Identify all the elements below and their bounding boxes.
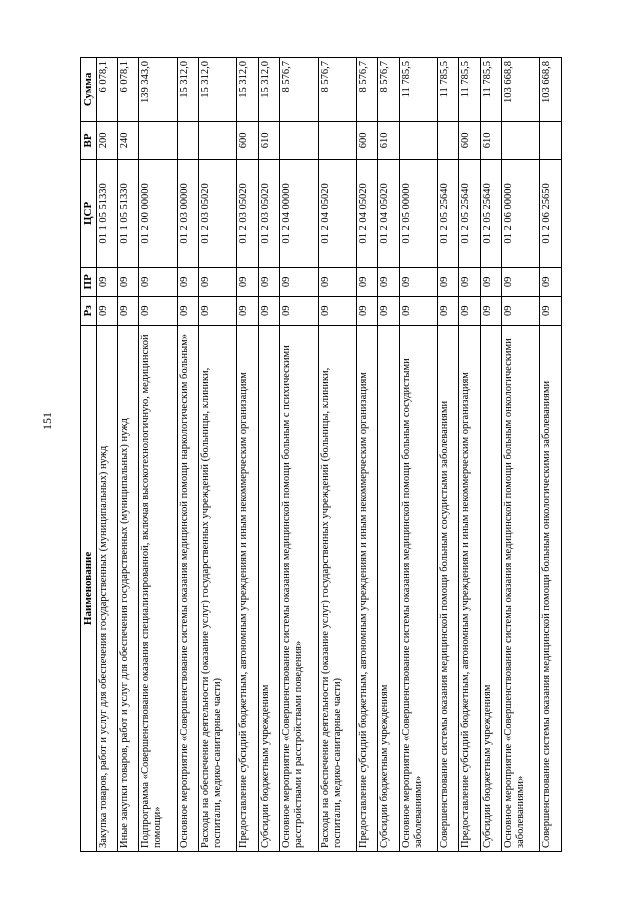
cell-csr: 01 1 05 51330 xyxy=(96,160,117,268)
cell-pr: 09 xyxy=(480,267,501,296)
cell-sum: 6 078,1 xyxy=(96,58,117,122)
header-vr: ВР xyxy=(81,121,97,159)
cell-csr: 01 2 03 00000 xyxy=(177,160,198,268)
table-row xyxy=(356,58,377,852)
cell-sum: 8 576,7 xyxy=(356,58,377,122)
header-csr: ЦСР xyxy=(81,160,97,268)
cell-name: Предоставление субсидий бюджетным, автономным учреждениям и иным некоммерческим организациям xyxy=(356,325,377,851)
table-row xyxy=(540,58,562,852)
cell-vr: 600 xyxy=(459,121,480,159)
cell-name: Закупка товаров, работ и услуг для обеспечения государственных (муниципальных) нужд xyxy=(96,325,117,851)
cell-rz: 09 xyxy=(117,296,138,325)
cell-rz: 09 xyxy=(356,296,377,325)
cell-csr: 01 2 04 00000 xyxy=(280,160,318,268)
cell-csr: 01 2 05 00000 xyxy=(399,160,437,268)
cell-name: Расходы на обеспечение деятельности (оказание услуг) государственных учреждений (больницы, клиники, госпитали, медико-санитарные части) xyxy=(318,325,356,851)
budget-table xyxy=(80,57,562,852)
cell-vr xyxy=(139,121,177,159)
cell-sum: 139 343,0 xyxy=(139,58,177,122)
cell-vr: 610 xyxy=(378,121,399,159)
header-name: Наименование xyxy=(81,325,97,851)
cell-csr: 01 2 04 05020 xyxy=(378,160,399,268)
cell-pr: 09 xyxy=(96,267,117,296)
cell-pr: 09 xyxy=(139,267,177,296)
table-row xyxy=(237,58,258,852)
cell-name: Основное мероприятие «Совершенствование системы оказания медицинской помощи больным онкологическими заболеваниями» xyxy=(502,325,540,851)
cell-sum: 103 668,8 xyxy=(502,58,540,122)
cell-vr xyxy=(280,121,318,159)
cell-sum: 103 668,8 xyxy=(540,58,562,122)
cell-rz: 09 xyxy=(540,296,562,325)
table-row xyxy=(480,58,501,852)
cell-rz: 09 xyxy=(480,296,501,325)
header-sum: Сумма xyxy=(81,58,97,122)
cell-name: Субсидии бюджетным учреждениям xyxy=(480,325,501,851)
cell-sum: 15 312,0 xyxy=(237,58,258,122)
cell-pr: 09 xyxy=(399,267,437,296)
cell-rz: 09 xyxy=(177,296,198,325)
cell-csr: 01 2 04 05020 xyxy=(356,160,377,268)
cell-sum: 8 576,7 xyxy=(378,58,399,122)
cell-vr xyxy=(502,121,540,159)
cell-name: Предоставление субсидий бюджетным, автономным учреждениям и иным некоммерческим организациям xyxy=(459,325,480,851)
table-header-row xyxy=(81,58,97,852)
cell-name: Основное мероприятие «Совершенствование системы оказания медицинской помощи наркологическим больным» xyxy=(177,325,198,851)
cell-rz: 09 xyxy=(502,296,540,325)
cell-vr xyxy=(318,121,356,159)
cell-pr: 09 xyxy=(378,267,399,296)
cell-name: Основное мероприятие «Совершенствование системы оказания медицинской помощи больным сосудистыми заболеваниями» xyxy=(399,325,437,851)
cell-pr: 09 xyxy=(199,267,237,296)
cell-pr: 09 xyxy=(237,267,258,296)
cell-csr: 01 2 05 25640 xyxy=(459,160,480,268)
cell-pr: 09 xyxy=(117,267,138,296)
cell-pr: 09 xyxy=(258,267,279,296)
table-row xyxy=(378,58,399,852)
cell-csr: 01 2 05 25640 xyxy=(438,160,459,268)
cell-rz: 09 xyxy=(199,296,237,325)
table-row xyxy=(139,58,177,852)
cell-name: Субсидии бюджетным учреждениям xyxy=(258,325,279,851)
cell-sum: 15 312,0 xyxy=(199,58,237,122)
cell-sum: 11 785,5 xyxy=(399,58,437,122)
cell-csr: 01 2 03 05020 xyxy=(258,160,279,268)
cell-vr: 200 xyxy=(96,121,117,159)
cell-vr xyxy=(399,121,437,159)
cell-csr: 01 2 04 05020 xyxy=(318,160,356,268)
cell-rz: 09 xyxy=(378,296,399,325)
table-row xyxy=(199,58,237,852)
header-rz: Рз xyxy=(81,296,97,325)
cell-sum: 15 312,0 xyxy=(177,58,198,122)
cell-sum: 11 785,5 xyxy=(459,58,480,122)
cell-pr: 09 xyxy=(356,267,377,296)
cell-name: Иные закупки товаров, работ и услуг для обеспечения государственных (муниципальных) нужд xyxy=(117,325,138,851)
cell-csr: 01 2 06 25650 xyxy=(540,160,562,268)
cell-pr: 09 xyxy=(177,267,198,296)
table-row xyxy=(117,58,138,852)
table-row xyxy=(399,58,437,852)
cell-name: Субсидии бюджетным учреждениям xyxy=(378,325,399,851)
table-row xyxy=(438,58,459,852)
table-row xyxy=(280,58,318,852)
cell-rz: 09 xyxy=(280,296,318,325)
cell-vr: 610 xyxy=(258,121,279,159)
cell-pr: 09 xyxy=(502,267,540,296)
table-row xyxy=(258,58,279,852)
cell-sum: 6 078,1 xyxy=(117,58,138,122)
cell-rz: 09 xyxy=(318,296,356,325)
header-pr: ПР xyxy=(81,267,97,296)
cell-vr xyxy=(540,121,562,159)
cell-pr: 09 xyxy=(459,267,480,296)
cell-vr: 610 xyxy=(480,121,501,159)
cell-vr xyxy=(438,121,459,159)
cell-vr: 600 xyxy=(356,121,377,159)
cell-vr: 240 xyxy=(117,121,138,159)
cell-rz: 09 xyxy=(139,296,177,325)
table-row xyxy=(502,58,540,852)
table-body xyxy=(96,58,561,852)
page-number: 151 xyxy=(40,412,54,430)
cell-rz: 09 xyxy=(438,296,459,325)
cell-name: Подпрограмма «Совершенствование оказания специализированной, включая высокотехнологичную, медицинской помощи» xyxy=(139,325,177,851)
cell-sum: 15 312,0 xyxy=(258,58,279,122)
cell-sum: 11 785,5 xyxy=(438,58,459,122)
cell-pr: 09 xyxy=(318,267,356,296)
table-row xyxy=(459,58,480,852)
budget-table-container xyxy=(80,57,562,852)
cell-pr: 09 xyxy=(438,267,459,296)
cell-name: Основное мероприятие «Совершенствование системы оказания медицинской помощи больным с психическими расстройствами и расстройствами поведения» xyxy=(280,325,318,851)
table-row xyxy=(177,58,198,852)
cell-rz: 09 xyxy=(258,296,279,325)
cell-pr: 09 xyxy=(280,267,318,296)
cell-name: Предоставление субсидий бюджетным, автономным учреждениям и иным некоммерческим организациям xyxy=(237,325,258,851)
cell-rz: 09 xyxy=(237,296,258,325)
cell-csr: 01 2 03 05020 xyxy=(199,160,237,268)
table-row xyxy=(96,58,117,852)
cell-name: Расходы на обеспечение деятельности (оказание услуг) государственных учреждений (больницы, клиники, госпитали, медико-санитарные части) xyxy=(199,325,237,851)
cell-pr: 09 xyxy=(540,267,562,296)
cell-rz: 09 xyxy=(459,296,480,325)
cell-vr xyxy=(177,121,198,159)
cell-csr: 01 1 05 51330 xyxy=(117,160,138,268)
cell-rz: 09 xyxy=(96,296,117,325)
cell-csr: 01 2 03 05020 xyxy=(237,160,258,268)
cell-rz: 09 xyxy=(399,296,437,325)
cell-csr: 01 2 05 25640 xyxy=(480,160,501,268)
cell-sum: 8 576,7 xyxy=(318,58,356,122)
cell-csr: 01 2 00 00000 xyxy=(139,160,177,268)
cell-sum: 8 576,7 xyxy=(280,58,318,122)
cell-csr: 01 2 06 00000 xyxy=(502,160,540,268)
cell-name: Совершенствование системы оказания медицинской помощи больным сосудистыми заболеваниями xyxy=(438,325,459,851)
cell-vr: 600 xyxy=(237,121,258,159)
cell-name: Совершенствование системы оказания медицинской помощи больным онкологическими заболеваниями xyxy=(540,325,562,851)
cell-vr xyxy=(199,121,237,159)
cell-sum: 11 785,5 xyxy=(480,58,501,122)
table-row xyxy=(318,58,356,852)
